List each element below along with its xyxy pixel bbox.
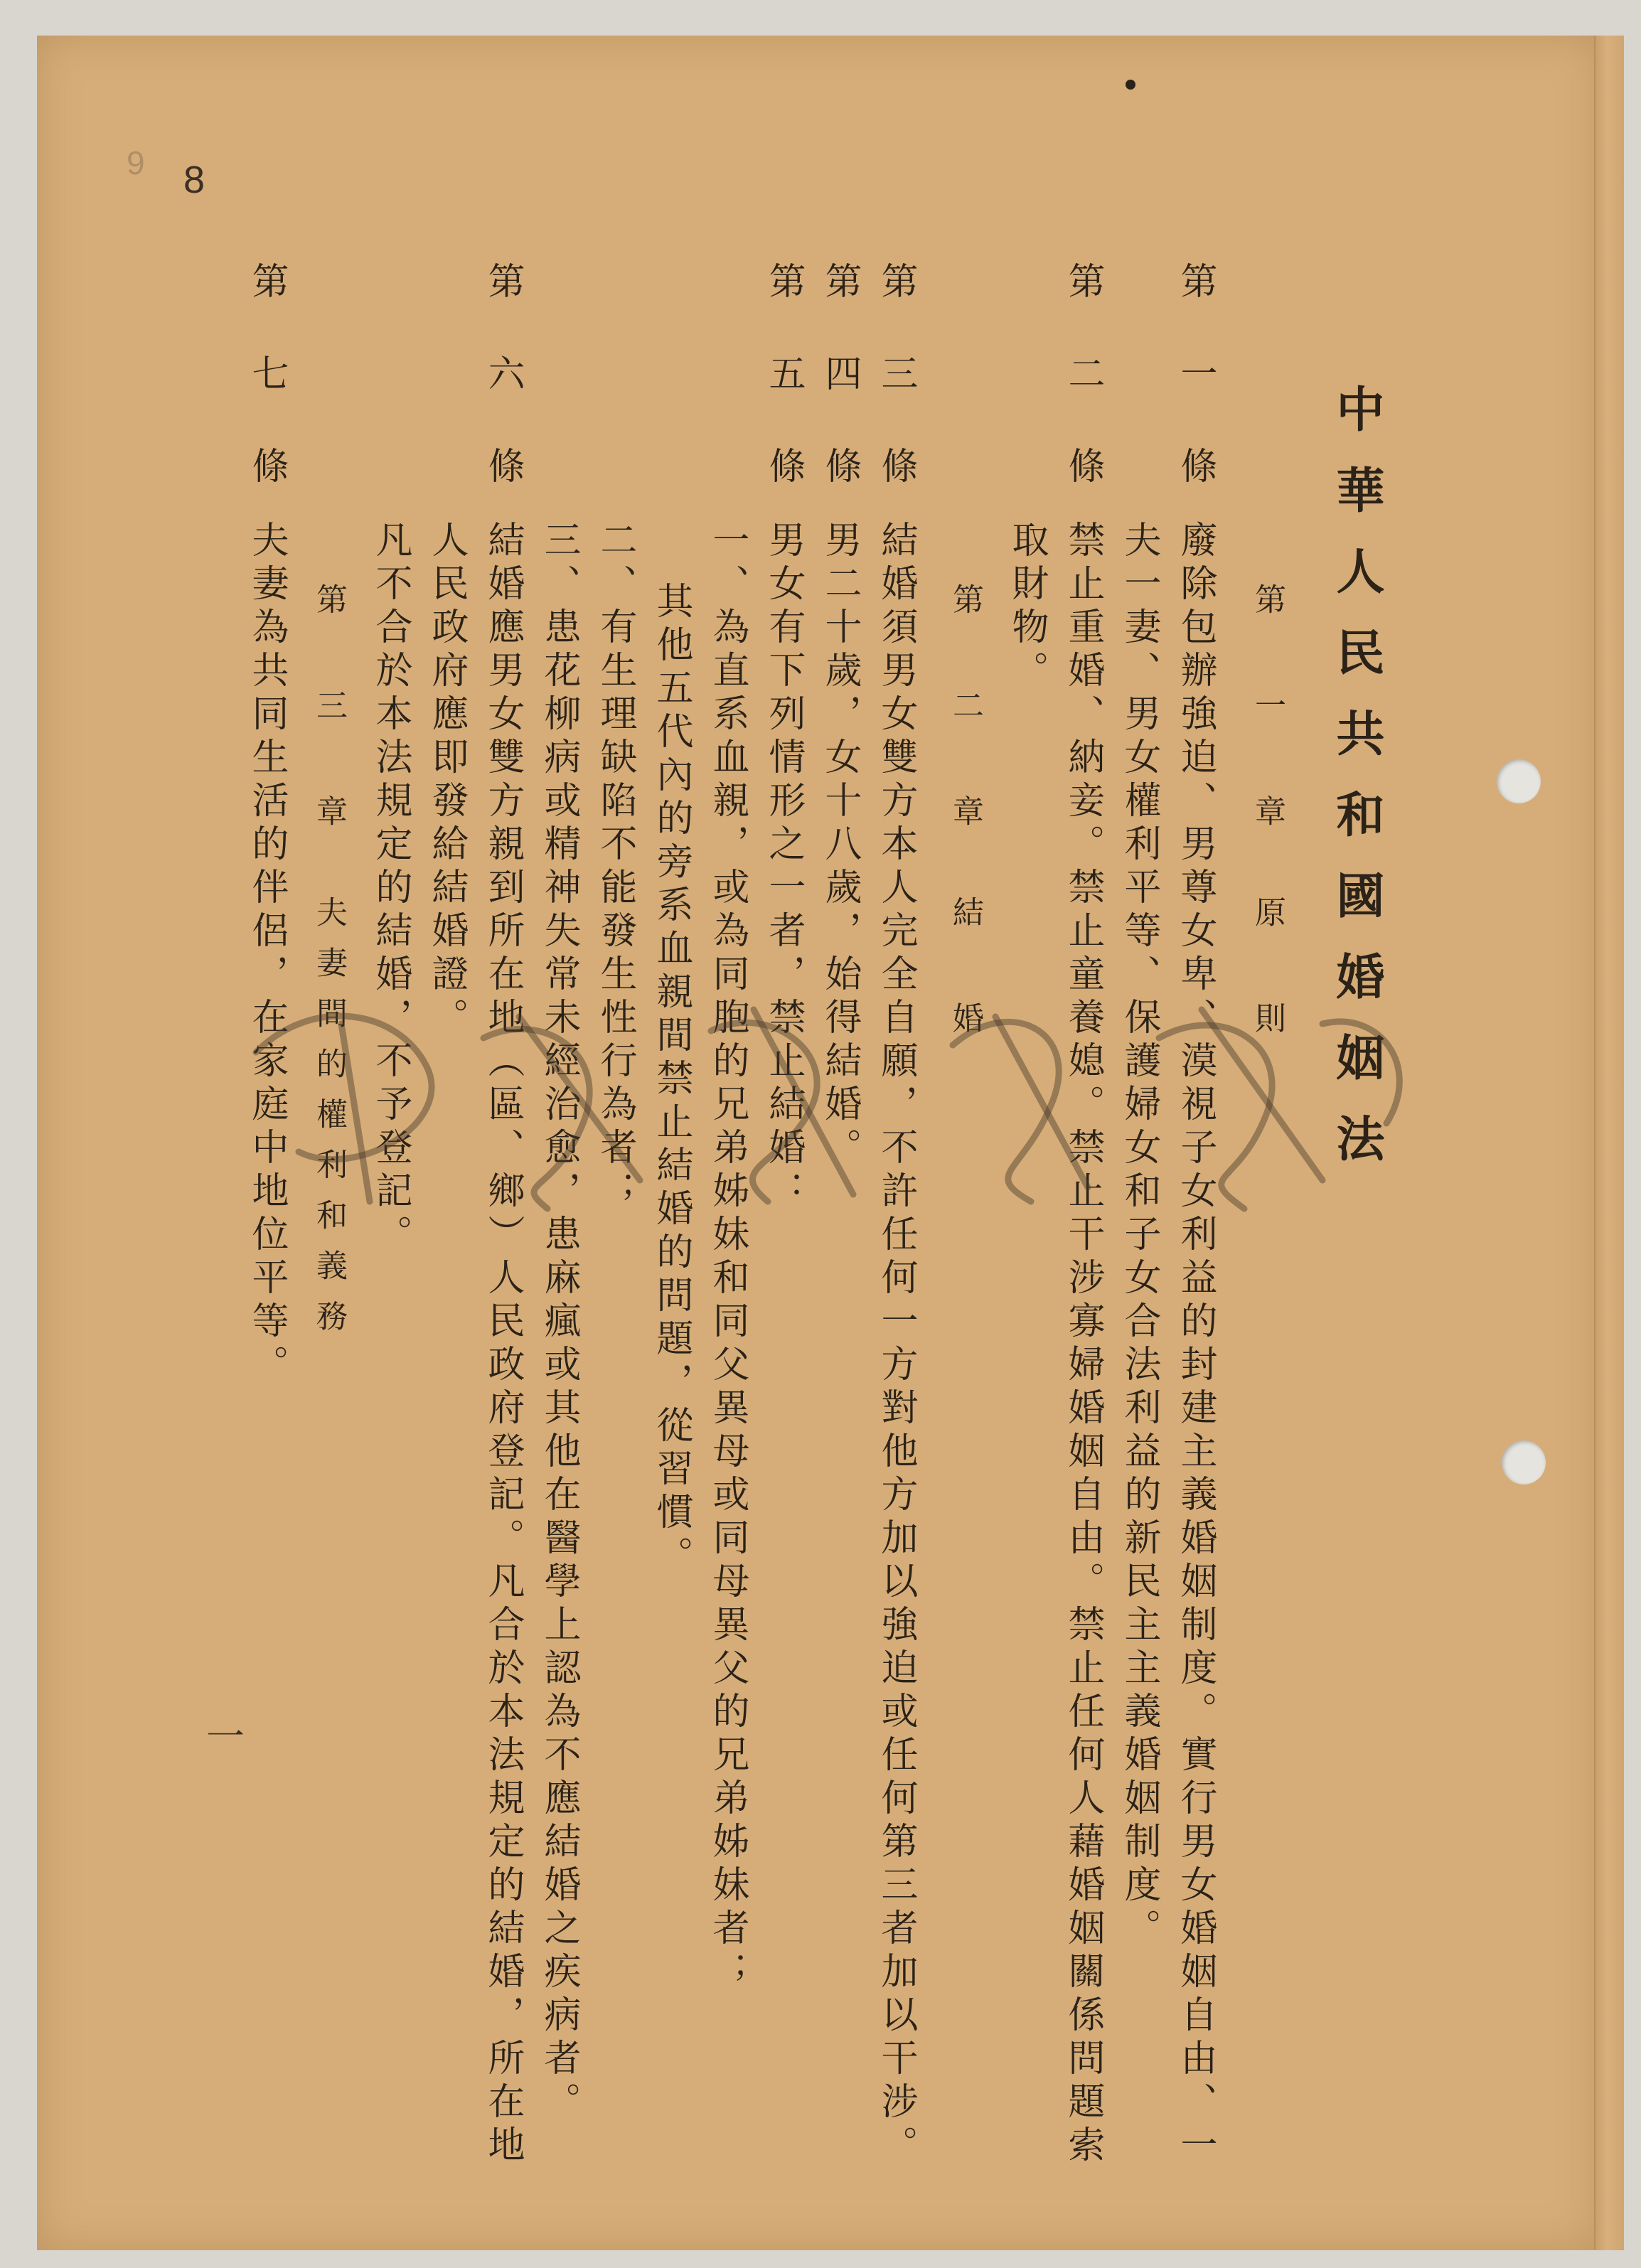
article-label: 第 五 條 (762, 262, 805, 490)
article-label: 第 一 條 (1174, 262, 1217, 490)
article-text-line: 男女有下列情形之一者，禁止結婚： (762, 520, 805, 1214)
article-text-line: 三、患花柳病或精神失常未經治愈，患麻瘋或其他在醫學上認為不應結婚之疾病者。 (538, 520, 580, 2125)
page-number-bottom: 一 (206, 1716, 245, 1758)
article-text-line: 結婚應男女雙方親到所在地（區、鄉）人民政府登記。凡合於本法規定的結婚，所在地 (481, 520, 524, 2168)
article-text-line: 一、為直系血親，或為同胞的兄弟姊妹和同父異母或同母異父的兄弟姊妹者； (706, 520, 749, 1995)
chapter-heading: 第 一 章 原 則 (1249, 583, 1285, 1052)
article-text-line: 男二十歲，女十八歲，始得結婚。 (818, 520, 861, 1171)
punch-hole (1497, 759, 1541, 803)
next-page-edge (1594, 36, 1624, 2250)
article-text-line: 夫一妻、男女權利平等、保護婦女和子女合法利益的新民主主義婚姻制度。 (1118, 520, 1160, 1952)
article-text-line: 其他五代內的旁系血親間禁止結婚的問題，從習慣。 (650, 582, 693, 1579)
punch-hole (1502, 1440, 1546, 1485)
page-number-top: 8 (183, 159, 205, 201)
article-text-line: 結婚須男女雙方本人完全自願，不許任何一方對他方加以強迫或任何第三者加以干涉。 (875, 520, 917, 2168)
article-label: 第 六 條 (481, 262, 524, 490)
ink-dot (1126, 80, 1135, 90)
article-text-line: 凡不合於本法規定的結婚，不予登記。 (369, 520, 412, 1258)
document-title: 中華人民共和國婚姻法 (1328, 384, 1385, 1194)
article-label: 第 二 條 (1062, 262, 1104, 490)
article-text-line: 廢除包辦強迫、男尊女卑、漠視子女利益的封建主義婚姻制度。實行男女婚姻自由、一 (1174, 520, 1217, 2168)
article-text-line: 夫妻為共同生活的伴侶，在家庭中地位平等。 (245, 520, 288, 1388)
chapter-heading: 第 二 章 結 婚 (947, 583, 983, 1052)
article-label: 第 七 條 (245, 262, 288, 490)
article-text-line: 取財物。 (1005, 520, 1048, 694)
article-label: 第 三 條 (875, 262, 917, 490)
article-label: 第 四 條 (818, 262, 861, 490)
article-text-line: 人民政府應即發給結婚證。 (425, 520, 468, 1041)
chapter-heading: 第 三 章 夫妻間的權利和義務 (311, 583, 347, 1350)
page-number-faint: 9 (127, 144, 145, 181)
article-text-line: 二、有生理缺陷不能發生性行為者； (594, 520, 636, 1214)
article-text-line: 禁止重婚、納妾。禁止童養媳。禁止干涉寡婦婚姻自由。禁止任何人藉婚姻關係問題索 (1062, 520, 1104, 2168)
